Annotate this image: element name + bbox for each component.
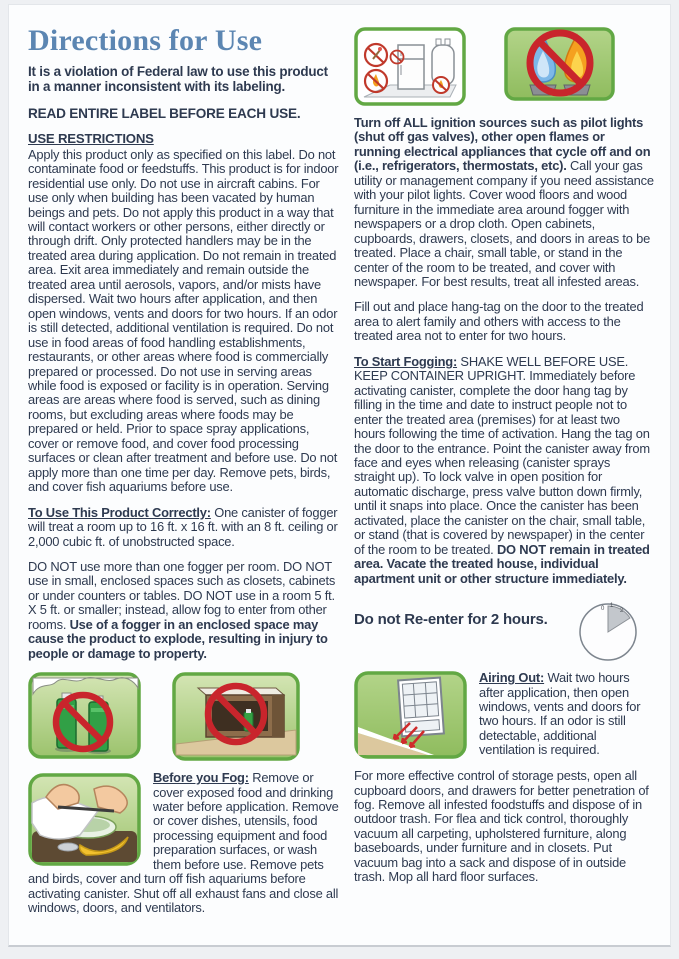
to-start-fogging-text: SHAKE WELL BEFORE USE. KEEP CONTAINER UPRIGHT. Immediately before activating canister, complete the door hang tag by filling in the time and date to instruct people not to enter the treated area (premises) for at least two hours following the time of activation. Hang the tag on the door to the entrance. Point the canister away from face and eyes when releasing (canister sprays straight up). To lock valve in open position for automatic discharge, press valve button down firmly, until it snaps into place. Once the canister has been activated, place the canister on the chair, small table, or stand (that is covered by newspaper) in the center of the room to be treated. <box>354 353 650 557</box>
to-start-fogging-paragraph <box>354 355 654 586</box>
no-foggers-icon <box>28 672 141 759</box>
timer-tick-2: 2 <box>619 608 623 615</box>
left-pictogram-row <box>28 672 339 761</box>
explosion-warning-text: Use of a fogger in an enclosed space may cause the product to explode, resulting in injury to people or damage to property. <box>28 616 328 661</box>
before-you-fog-section <box>28 771 339 927</box>
two-hour-timer-icon <box>572 597 644 663</box>
fogger-limit-paragraph <box>28 560 339 661</box>
violation-statement: It is a violation of Federal law to use this product in a manner inconsistent with its labeling. <box>28 63 328 94</box>
before-you-fog-lead: Before you Fog: <box>153 770 249 786</box>
use-restrictions-heading: USE RESTRICTIONS <box>28 130 154 146</box>
vacate-warning-text: DO NOT remain in treated area. Vacate the treated house, individual apartment unit or other structure immediately. <box>354 541 650 586</box>
timer-tick-1: 1 <box>609 603 613 610</box>
left-column <box>28 25 339 927</box>
right-column <box>354 25 654 927</box>
reentry-warning: Do not Re-enter for 2 hours. <box>354 611 548 629</box>
reentry-section <box>354 597 654 663</box>
airing-out-window-icon <box>354 671 467 759</box>
correct-use-lead: To Use This Product Correctly: <box>28 504 211 520</box>
ignition-sources-off-icon <box>354 27 466 106</box>
to-start-fogging-lead: To Start Fogging: <box>354 353 458 369</box>
storage-pests-text: For more effective control of storage pests, open all cupboard doors, and drawers for better penetration of fog. Remove all infested foodstuffs and dispose of in outdoor trash. For flea and tick control, thoroughly vacuum all carpeting, upholstered furniture, along baseboards, under furniture and in closets. Put vacuum bag into a sack and dispose of in outside trash. Mop all hard floor surfaces. <box>354 768 649 885</box>
ignition-continuation-text: Call your gas utility or management company if you need assistance with your pilot lights. Cover wood floors and wood furniture in the immediate area around fogger with newspapers or a drop cloth. Open cabinets, cupboards, drawers, closets, and doors in areas to be treated. Place a chair, small table, or stand in the center of the room to be treated, and cover with newspaper. For best results, treat all infested areas. <box>354 158 654 289</box>
correct-use-paragraph <box>28 506 339 549</box>
turn-off-ignition-text: Turn off ALL ignition sources such as pilot lights (shut off gas valves), other open flames or running electrical appliances that cycle off and on (i.e., refrigerators, thermostats, etc). <box>354 115 651 174</box>
airing-out-paragraph <box>479 671 654 758</box>
page-title: Directions for Use <box>28 24 263 57</box>
cover-food-icon <box>28 773 141 866</box>
product-label <box>8 4 671 947</box>
timer-tick-0: 0 <box>600 606 604 613</box>
before-you-fog-text: Remove or cover exposed food and drinking water before application. Remove or cover dishes, utensils, food processing equipment and food preparation surfaces, or wash them before use. Remove pets and birds, cover and turn off fish aquariums before activating canister. Shut off all exhaust fans and close all windows, doors, and ventilators. <box>28 770 339 916</box>
no-open-flames-icon <box>504 27 615 101</box>
ignition-paragraph <box>354 116 654 289</box>
hang-tag-text: Fill out and place hang-tag on the door to the treated area to alert family and others with access to the treated area not to enter for two hours. <box>354 299 644 344</box>
airing-out-text: Wait two hours after application, then open windows, vents and doors for two hours. If an odor is still detectable, additional ventilation is required. <box>479 670 641 758</box>
read-entire-label-notice: READ ENTIRE LABEL BEFORE EACH USE. <box>28 105 301 121</box>
no-enclosed-space-icon <box>172 672 300 761</box>
airing-out-lead: Airing Out: <box>479 670 545 686</box>
fogger-limit-text: DO NOT use more than one fogger per room. DO NOT use in small, enclosed spaces such as closets, cabinets or under counters or tables. DO NOT use in a room 5 ft. X 5 ft. or smaller; instead, allow fog to enter from other rooms. <box>28 558 336 632</box>
right-pictogram-row <box>354 27 654 106</box>
use-restrictions-text: Apply this product only as specified on this label. Do not contaminate food or feedstuffs. This product is for indoor residential use only. Do not use in aircraft cabins. For use only when building has been vacated by human beings and pets. Do not apply this product in a way that will contact workers or other persons, either directly or through drift. Only protected handlers may be in the treated area during application. Do not remain in treated area. Exit area immediately and remain outside the treated area until aerosols, vapors, and/or mists have dispersed. Wait two hours after application, and then open windows, vents and doors for two hours. If an odor is still detected, additional ventilation is required. Do not use in food areas of food handling establishments, restaurants, or other areas where food is commercially prepared or processed. Do not use in serving areas while food is exposed or facility is in operation. Serving areas are areas where food is served, such as dining rooms, but excluding areas where foods may be prepared or held. Prior to space spray applications, cover or remove food, and cover food processing surfaces or clean after treatment and before use. Do not apply more than one time per day. Remove pets, birds, and cover fish aquariums before use. <box>28 146 339 495</box>
airing-out-section <box>354 671 654 759</box>
correct-use-text: One canister of fogger will treat a room up to 16 ft. x 16 ft. with an 8 ft. ceiling or 2,000 cubic ft. of unobstructed space. <box>28 504 338 549</box>
